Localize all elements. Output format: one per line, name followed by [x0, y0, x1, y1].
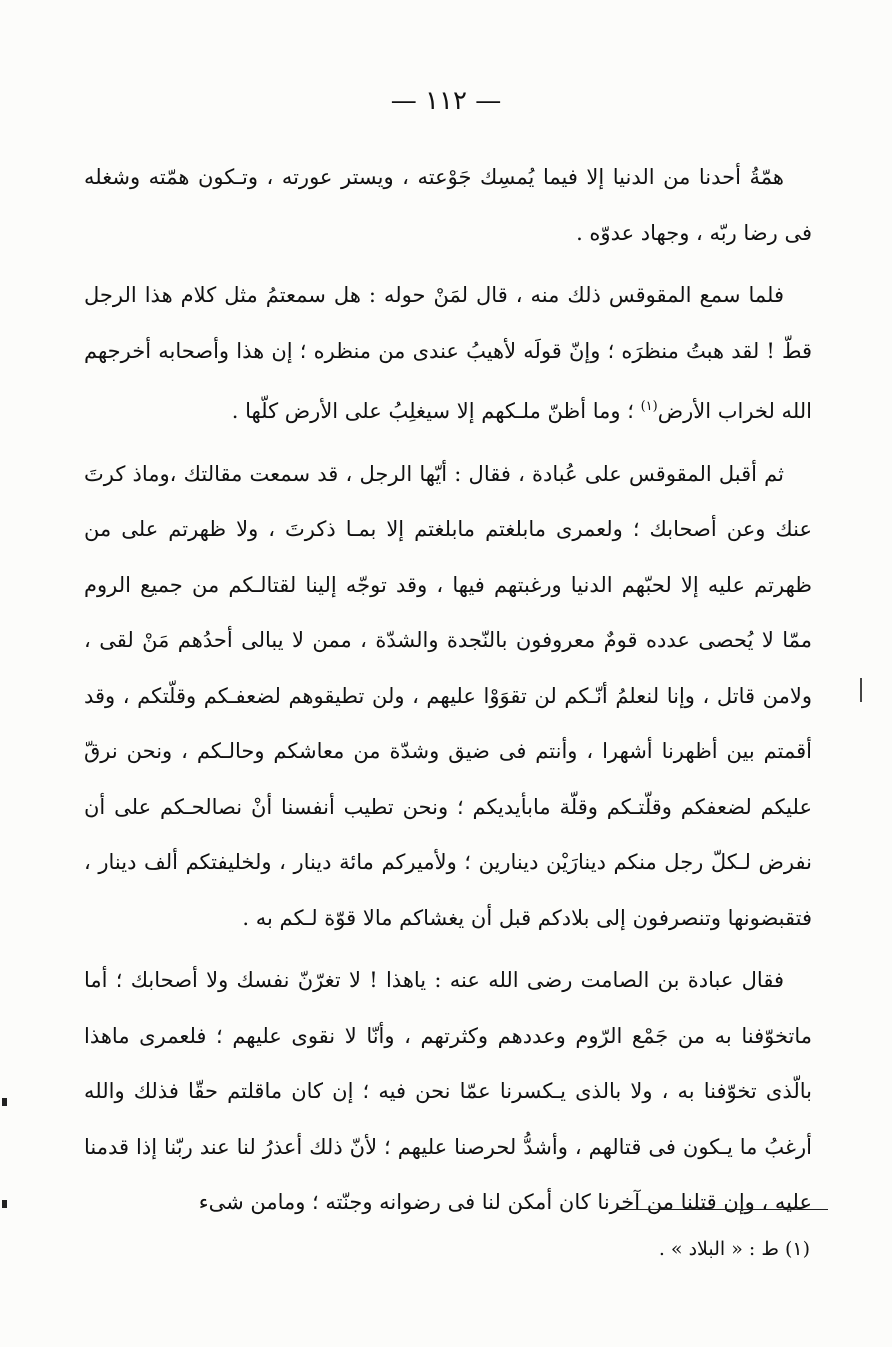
- margin-mark: [2, 1200, 7, 1208]
- page-number: — ١١٢ —: [390, 86, 502, 116]
- footnote: (١) ط : « البلاد » .: [658, 1238, 810, 1260]
- paragraph-1: همّةُ أحدنا من الدنيا إلا فيما يُمسِك جَوْعته ، ويستر عورته ، وتـكون همّته وشغله فى رضا ربّه ، وجهاد عدوّه .: [84, 165, 812, 245]
- paragraph-2: [84, 268, 812, 440]
- paragraph-2-text: فلما سمع المقوقس ذلك منه ، قال لمَنْ حوله : هل سمعتمُ مثل كلام هذا الرجل قطّ ! لقد هبتُ منظرَه ؛ وإنّ قولَه لأهيبُ عندى من منظره ؛ إن هذا وأصحابه أخرجهم الله لخراب الأرض: [84, 283, 812, 423]
- footnote-divider: [616, 1209, 828, 1210]
- margin-mark: [2, 1098, 7, 1106]
- footnote-reference: (١): [640, 399, 658, 414]
- main-text: [84, 150, 812, 1238]
- margin-mark: [860, 678, 862, 702]
- paragraph-3: ثم أقبل المقوقس على عُبادة ، فقال : أيّها الرجل ، قد سمعت مقالتك ،وماذ كرتَ عنك وعن أصحابك ؛ ولعمرى مابلغتم مابلغتم إلا بمـا ذكرتَ ، ولا ظهرتم على من ظهرتم عليه إلا لحبّهم الدنيا ورغبتهم فيها ، وقد توجّه إلينا لقتالـكم من جميع الروم ممّا لا يُحصى عدده قومٌ معروفون بالنّجدة والشدّة ، ممن لا يبالى أحدُهم مَنْ لقى ، ولامن قاتل ، وإنا لنعلمُ أنّـكم لن تقوَوْا عليهم ، ولن تطيقوهم لضعفـكم وقلّتكم ، وقد أقمتم بين أظهرنا أشهرا ، وأنتم فى ضيق وشدّة من معاشكم وحالـكم ، ونحن نرقّ عليكم لضعفكم وقلّتـكم وقلّة مابأيديكم ؛ ونحن تطيب أنفسنا أنْ نصالحـكم على أن نفرض لـكلّ رجل منكم دينارَيْن دينارين ؛ ولأميركم مائة دينار ، ولخليفتكم ألف دينار ، فتقبضونها وتنصرفون إلى بلادكم قبل أن يغشاكم مالا قوّة لـكم به .: [84, 461, 812, 930]
- paragraph-2-text-end: ؛ وما أظنّ ملـكهم إلا سيغلِبُ على الأرض كلّها .: [231, 399, 641, 423]
- paragraph-4: فقال عبادة بن الصامت رضى الله عنه : ياهذا ! لا تغرّنّ نفسك ولا أصحابك ؛ أما ماتخوّفنا به من جَمْع الرّوم وعددهم وكثرتهم ، وأنّا لا نقوى عليهم ؛ فلعمرى ماهذا بالّذى تخوّفنا به ، ولا بالذى يـكسرنا عمّا نحن فيه ؛ إن كان ماقلتم حقّا فذلك والله أرغبُ ما يـكون فى قتالهم ، وأشدُّ لحرصنا عليهم ؛ لأنّ ذلك أعذرُ لنا عند ربّنا إذا قدمنا عليه ، وإن قتلنا من آخرنا كان أمكن لنا فى رضوانه وجنّته ؛ ومامن شىء: [84, 968, 812, 1214]
